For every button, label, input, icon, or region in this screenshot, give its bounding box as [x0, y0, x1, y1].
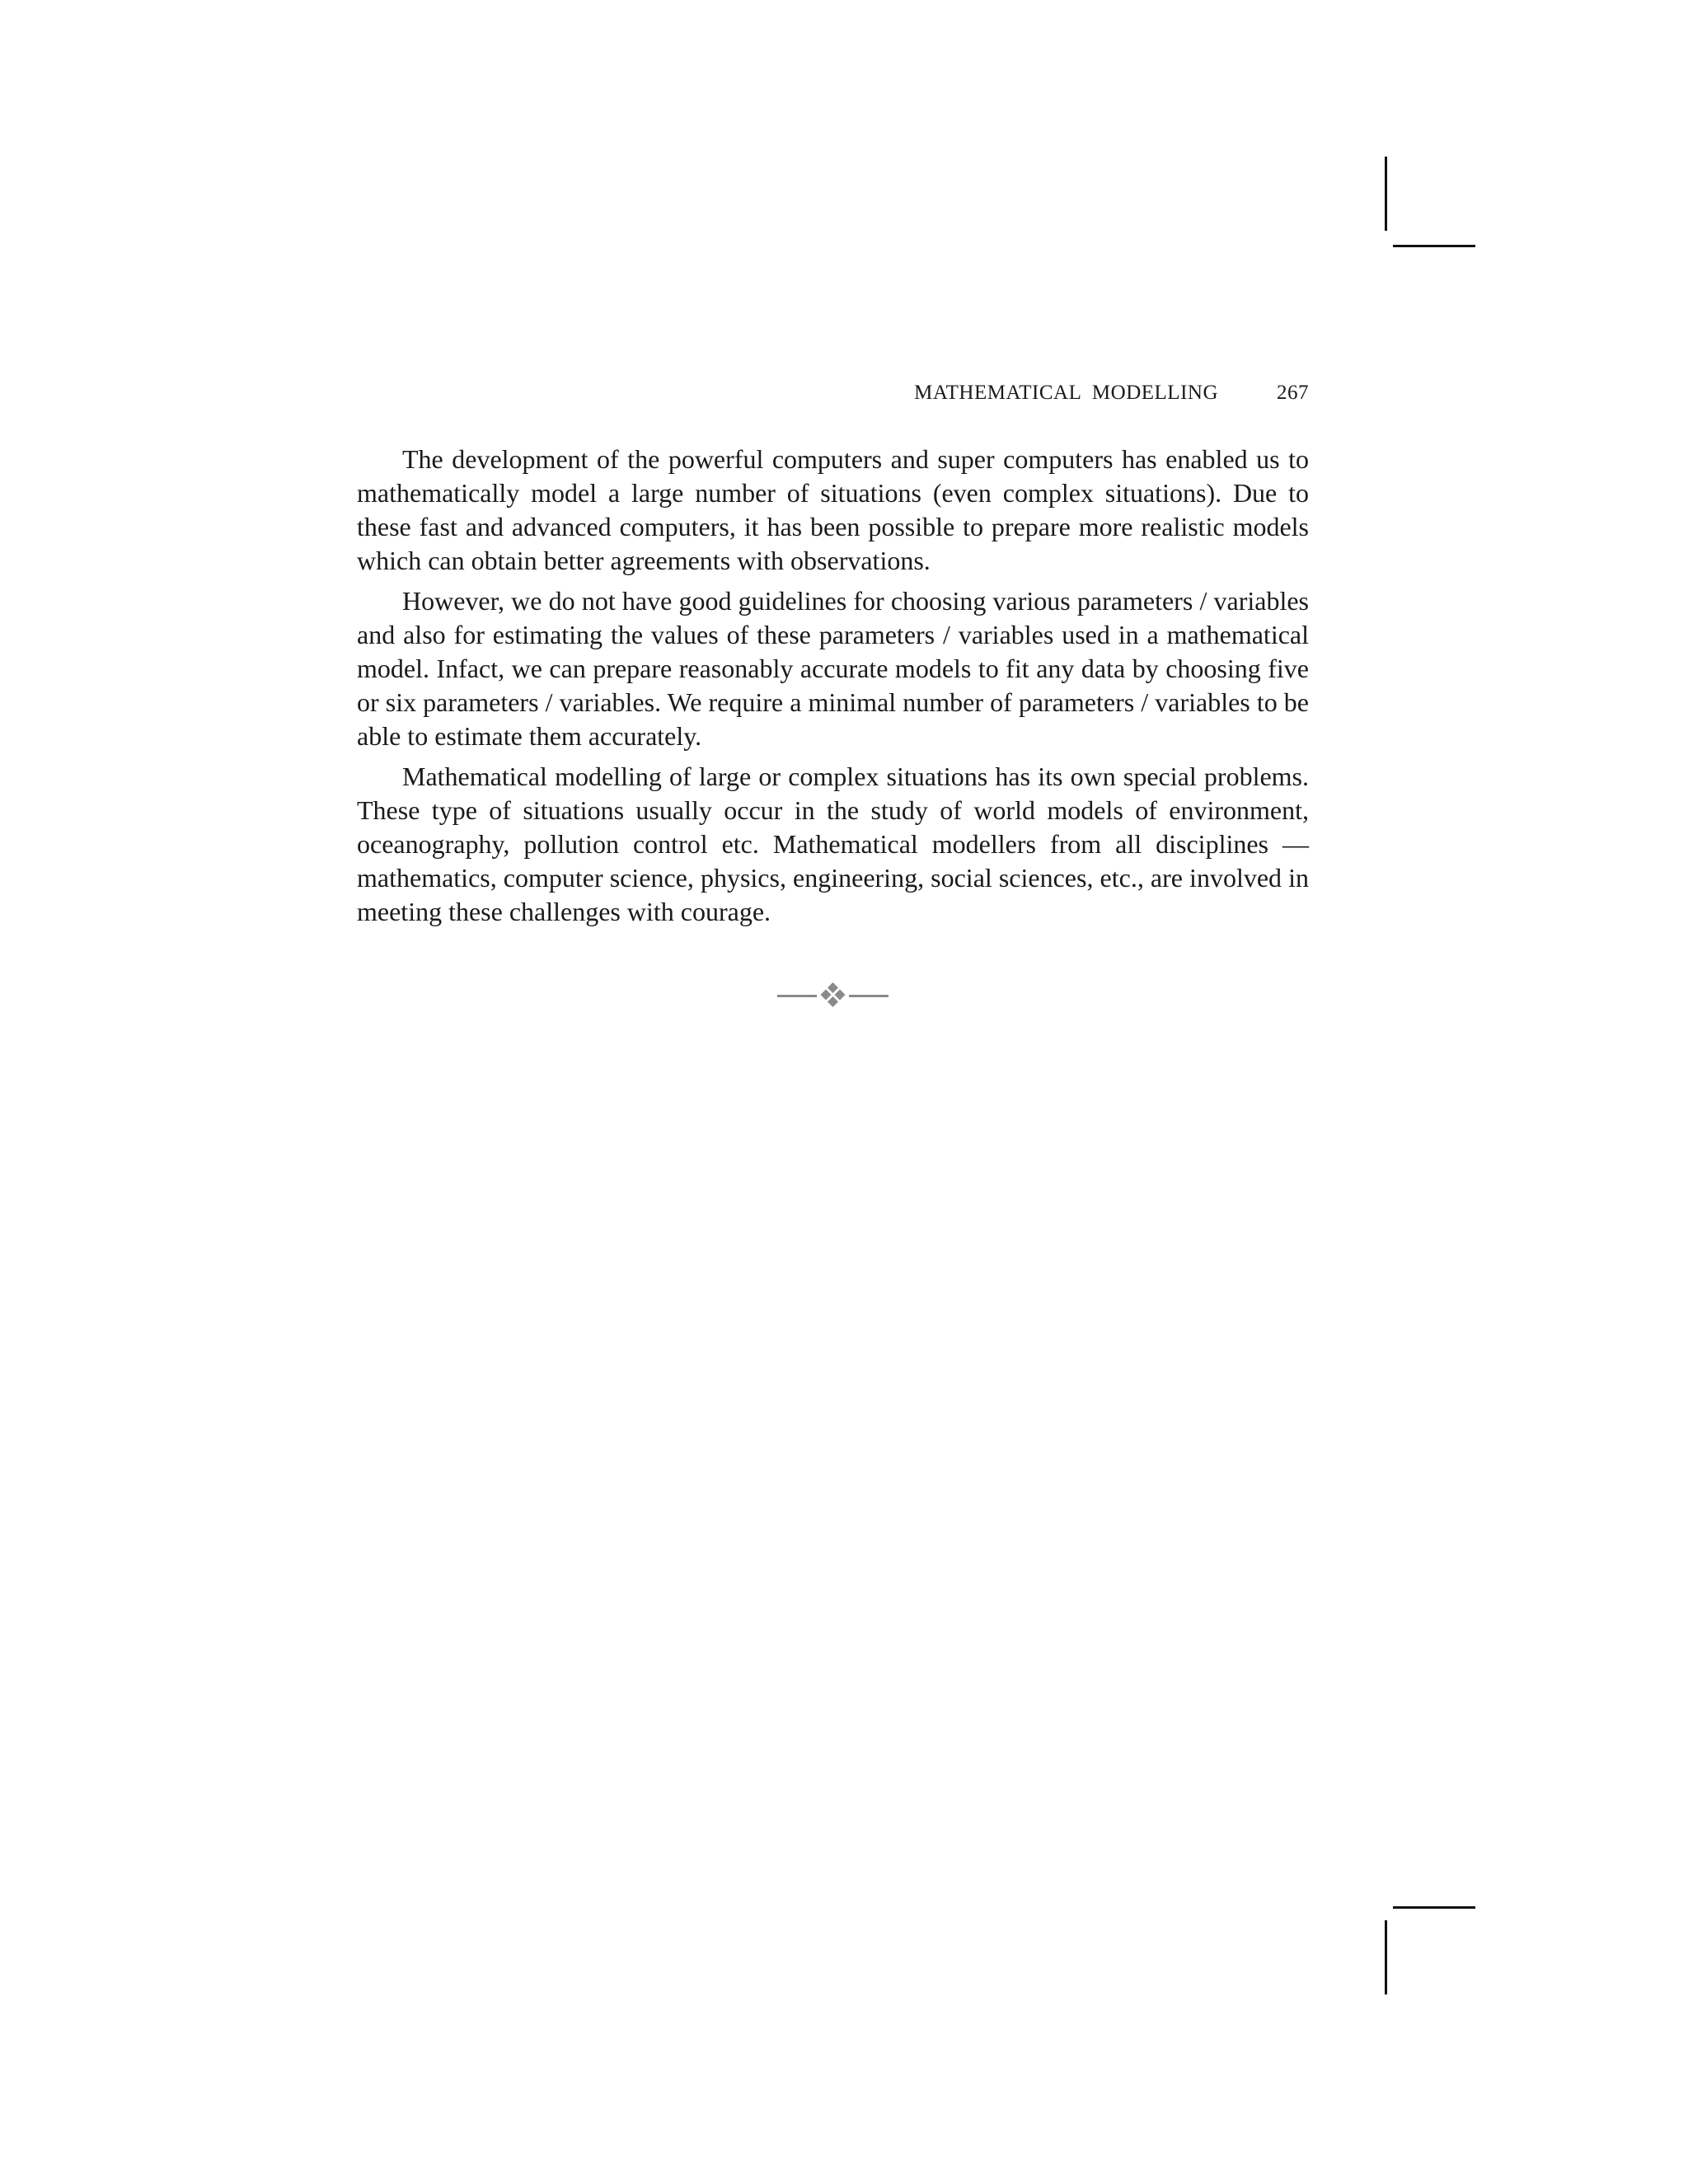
paragraph-1: The development of the powerful computers and super computers has enabled us to mathematically model a large number of situations (even complex situations). Due to these fast and advanced computers, it has been possible to prepare more realistic models which can obtain better agreements with observations.: [357, 444, 1309, 575]
page-number: 267: [1277, 382, 1309, 404]
body-text: [357, 443, 1309, 935]
crop-mark-bottom-right-horizontal: [1393, 1906, 1475, 1909]
crop-mark-bottom-right-vertical: [1385, 1920, 1387, 1994]
crop-mark-top-right-horizontal: [1393, 245, 1475, 247]
running-title: MATHEMATICAL MODELLING: [914, 382, 1218, 404]
paragraph-3: Mathematical modelling of large or complex situations has its own special problems. These type of situations usually occur in the study of world models of environment, oceanography, pollution control etc. Mathematical modellers from all disciplines — mathematics, computer science, physics, engineering, social sciences, etc., are involved in meeting these challenges with courage.: [357, 762, 1309, 926]
diamond-cluster-ornament-icon: [777, 981, 889, 1012]
running-header: [357, 382, 1309, 410]
paragraph-2: However, we do not have good guidelines for choosing various parameters / variables and also for estimating the values of these parameters / variables used in a mathematical model. Infact, we can prepare reasonably accurate models to fit any data by choosing five or six parameters / variables. We require a minimal number of parameters / variables to be able to estimate them accurately.: [357, 586, 1309, 751]
crop-mark-top-right-vertical: [1385, 157, 1387, 231]
